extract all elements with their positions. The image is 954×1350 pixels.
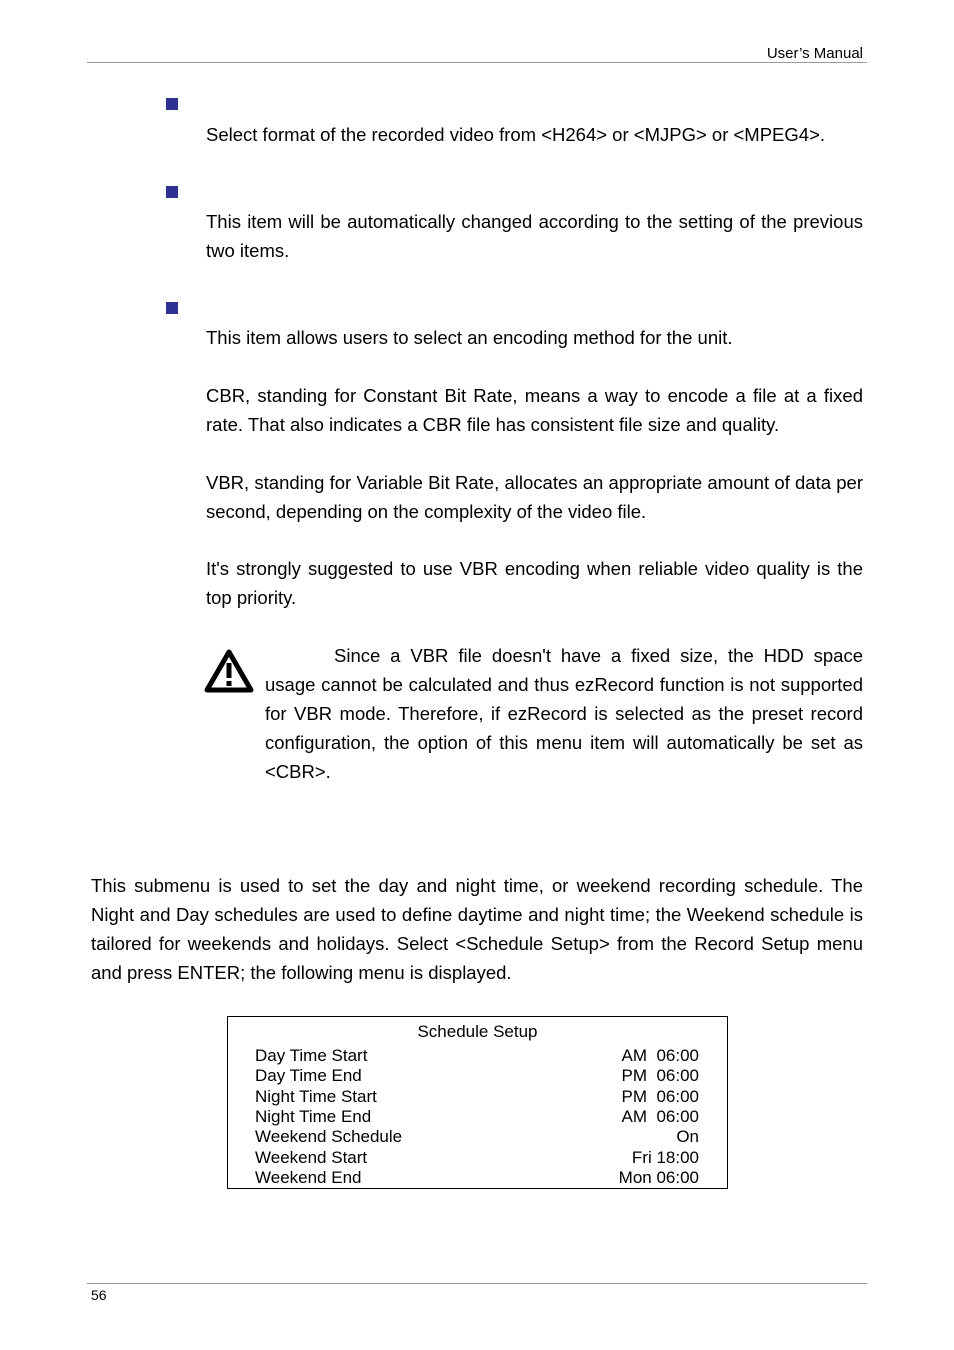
menu-row-label: Weekend End	[255, 1167, 362, 1187]
menu-row-label: Night Time Start	[255, 1086, 377, 1106]
menu-row	[255, 1087, 699, 1107]
menu-row-value: PM 06:00	[621, 1066, 699, 1086]
menu-row-label: Day Time Start	[255, 1046, 368, 1065]
menu-row-label: Weekend Start	[255, 1147, 368, 1167]
menu-row-label: Night Time End	[255, 1106, 372, 1126]
menu-row-value: On	[676, 1127, 699, 1147]
schedule-intro-paragraph: This submenu is used to set the day and night time, or weekend recording schedule. The Night and Day schedules are used to define daytime and night time; the Weekend schedule is tailored for weekends and holidays. Select <Schedule Setup> from the Record Setup menu and press ENTER; the following menu is displayed.	[91, 875, 863, 983]
section-1-paragraph: Select format of the recorded video from <H264> or <MJPG> or <MPEG4>.	[206, 124, 826, 145]
section-3-paragraph-4: It's strongly suggested to use VBR encoding when reliable video quality is the top priority.	[206, 558, 863, 608]
menu-row	[255, 1046, 699, 1066]
menu-row-value: AM 06:00	[621, 1046, 699, 1065]
menu-row-value: PM 06:00	[621, 1086, 699, 1106]
section-3-paragraph-2: CBR, standing for Constant Bit Rate, means a way to encode a file at a fixed rate. That also indicates a CBR file has consistent file size and quality.	[206, 385, 863, 435]
menu-row-value: AM 06:00	[621, 1106, 699, 1126]
menu-row	[255, 1168, 699, 1188]
menu-row	[255, 1127, 699, 1147]
section-bullet-icon	[166, 186, 178, 198]
section-2-paragraph: This item will be automatically changed according to the setting of the previous two items.	[206, 211, 863, 261]
menu-title: Schedule Setup	[417, 1022, 538, 1041]
section-bullet-icon	[166, 302, 178, 314]
menu-row	[255, 1107, 699, 1127]
footer-divider	[87, 1283, 867, 1284]
section-bullet-icon	[166, 98, 178, 110]
menu-row-value: Mon 06:00	[618, 1167, 699, 1187]
note-text: Since a VBR file doesn't have a fixed size, the HDD space usage cannot be calculated and thus ezRecord function is not supported for VBR mode. Therefore, if ezRecord is selected as the preset record configuration, the option of this menu item will automatically be set as <CBR>.	[265, 645, 863, 782]
menu-row-value: Fri 18:00	[631, 1147, 699, 1167]
menu-row	[255, 1066, 699, 1086]
menu-row-label: Day Time End	[255, 1066, 362, 1086]
warning-icon	[203, 648, 255, 694]
menu-row-label: Weekend Schedule	[255, 1127, 403, 1147]
menu-row	[255, 1148, 699, 1168]
schedule-setup-menu	[227, 1016, 728, 1189]
page-number: 56	[91, 1287, 107, 1303]
section-3-paragraph-3: VBR, standing for Variable Bit Rate, allocates an appropriate amount of data per second, depending on the complexity of the video file.	[206, 472, 863, 522]
header-title: User’s Manual	[766, 45, 863, 62]
header-divider	[87, 62, 867, 63]
section-3-paragraph-1: This item allows users to select an encoding method for the unit.	[206, 327, 733, 348]
